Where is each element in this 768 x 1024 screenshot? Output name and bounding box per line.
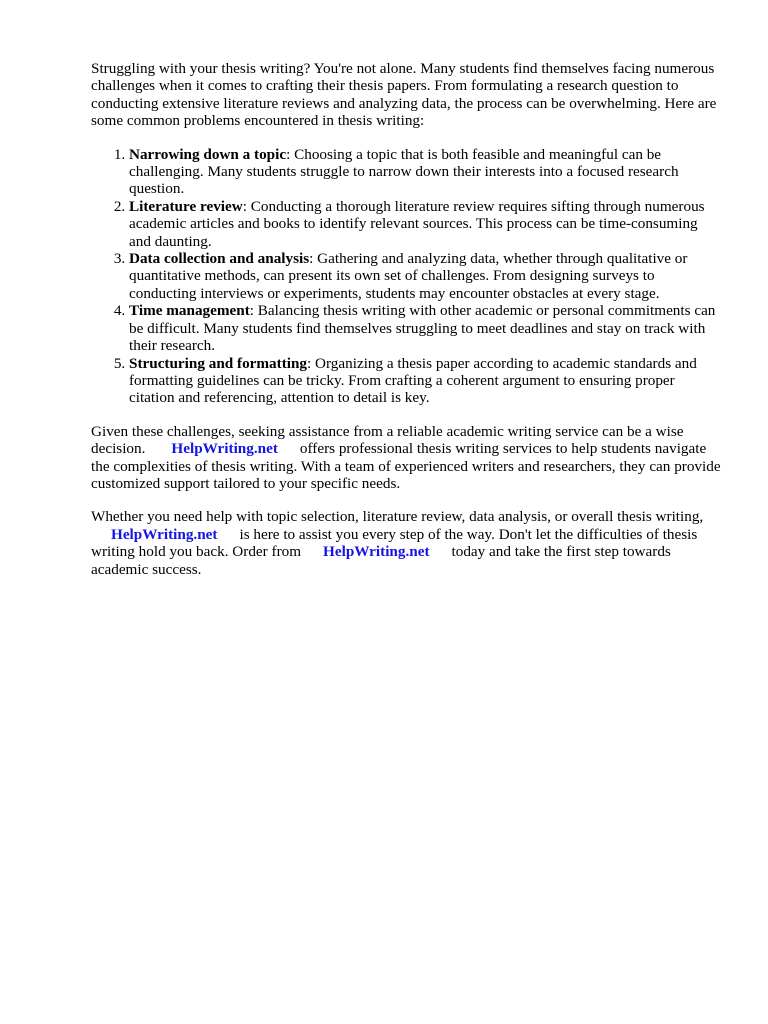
list-item [129, 302, 721, 354]
problem-term: Data collection and analysis [129, 250, 310, 268]
whether-text-middle: is here to assist you every step of the way. Don't let the difficulties of thesis writing hold you back. Order from [91, 525, 698, 561]
whether-text-after: today and take the first step towards academic success. [91, 543, 671, 578]
problem-term: Literature review [129, 197, 243, 215]
helpwriting-link[interactable]: HelpWriting.net [171, 440, 278, 458]
problem-text: : Balancing thesis writing with other academic or personal commitments can be difficult. Many students find themselves struggling to meet deadlines and stay on track with their research. [129, 302, 716, 355]
problem-text: : Gathering and analyzing data, whether through qualitative or quantitative methods, can present its own set of challenges. From designing surveys to conducting interviews or experiments, students may encounter obstacles at every stage. [129, 250, 688, 302]
problem-term: Structuring and formatting [129, 354, 308, 372]
helpwriting-link[interactable]: HelpWriting.net [323, 543, 430, 561]
given-text-after: offers professional thesis writing services to help students navigate the complexities of thesis writing. With a team of experienced writers and researchers, they can provide customized support tailored to your specific needs. [91, 440, 721, 492]
given-paragraph [91, 423, 721, 493]
problem-term: Time management [129, 302, 250, 320]
document-page [91, 60, 721, 578]
list-item [129, 198, 721, 250]
intro-paragraph: Struggling with your thesis writing? You're not alone. Many students find themselves facing numerous challenges when it comes to crafting their thesis papers. From formulating a research question to conducting extensive literature reviews and analyzing data, the process can be overwhelming. Here are some common problems encountered in thesis writing: [91, 60, 717, 130]
helpwriting-link[interactable]: HelpWriting.net [111, 525, 218, 543]
problem-text: : Organizing a thesis paper according to academic standards and formatting guidelines can be tricky. From crafting a coherent argument to ensuring proper citation and referencing, attention to detail is key. [129, 354, 697, 407]
problem-text: : Choosing a topic that is both feasible and meaningful can be challenging. Many students struggle to narrow down their interests into a focused research question. [129, 145, 679, 198]
list-item [129, 355, 721, 407]
list-item [129, 250, 721, 302]
list-item [129, 146, 721, 198]
given-text-before: Given these challenges, seeking assistance from a reliable academic writing service can be a wise decision. [91, 422, 684, 458]
problem-text: : Conducting a thorough literature review requires sifting through numerous academic articles and books to identify relevant sources. This process can be time-consuming and daunting. [129, 197, 705, 250]
problem-term: Narrowing down a topic [129, 145, 287, 163]
whether-text-before: Whether you need help with topic selection, literature review, data analysis, or overall thesis writing, [91, 508, 704, 526]
whether-paragraph [91, 508, 721, 578]
problems-list [91, 146, 721, 407]
